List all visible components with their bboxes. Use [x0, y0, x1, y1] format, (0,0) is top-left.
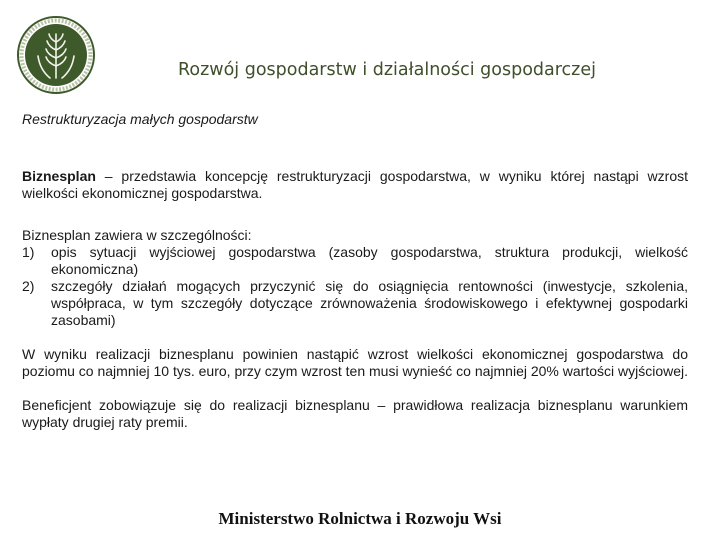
section-subtitle: Restrukturyzacja małych gospodarstw: [22, 111, 258, 127]
ministry-footer: Ministerstwo Rolnictwa i Rozwoju Wsi: [218, 509, 502, 528]
beneficiary-obligation-paragraph: Beneficjent zobowiązuje się do realizacji biznesplanu – prawidłowa realizacja biznesplanu warunkiem wypłaty drugiej raty premii.: [22, 397, 688, 430]
list-item-text: opis sytuacji wyjściowej gospodarstwa (zasoby gospodarstwa, struktura produkcji, wielkość ekonomiczna): [51, 244, 688, 277]
list-item: [22, 278, 688, 329]
business-plan-definition: [22, 168, 688, 202]
page-title: Rozwój gospodarstw i działalności gospodarczej: [178, 60, 596, 80]
list-item: [22, 244, 688, 278]
ministry-wheat-seal-icon: [8, 14, 104, 96]
list-item-text: szczegóły działań mogących przyczynić się do osiągnięcia rentowności (inwestycje, szkolenia, współpraca, w tym szczegóły dotyczące zrównoważenia środowiskowego i efektywnej gospodarki zasobami): [51, 278, 688, 328]
definition-text: – przedstawia koncepcję restrukturyzacji gospodarstwa, w wyniku której nastąpi wzrost wielkości ekonomicznej gospodarstwa.: [22, 168, 688, 201]
growth-requirement-paragraph: W wyniku realizacji biznesplanu powinien nastąpić wzrost wielkości ekonomicznej gospodarstwa do poziomu co najmniej 10 tys. euro, przy czym wzrost ten musi wynieść co najmniej 20% wartości wyjściowej.: [22, 346, 689, 379]
business-plan-contents-list: [22, 244, 688, 329]
term-business-plan: Biznesplan: [22, 168, 96, 184]
list-item-number: 2): [22, 278, 35, 294]
list-intro: Biznesplan zawiera w szczególności:: [22, 227, 252, 243]
slide-content: [22, 168, 688, 431]
list-item-number: 1): [22, 244, 35, 260]
